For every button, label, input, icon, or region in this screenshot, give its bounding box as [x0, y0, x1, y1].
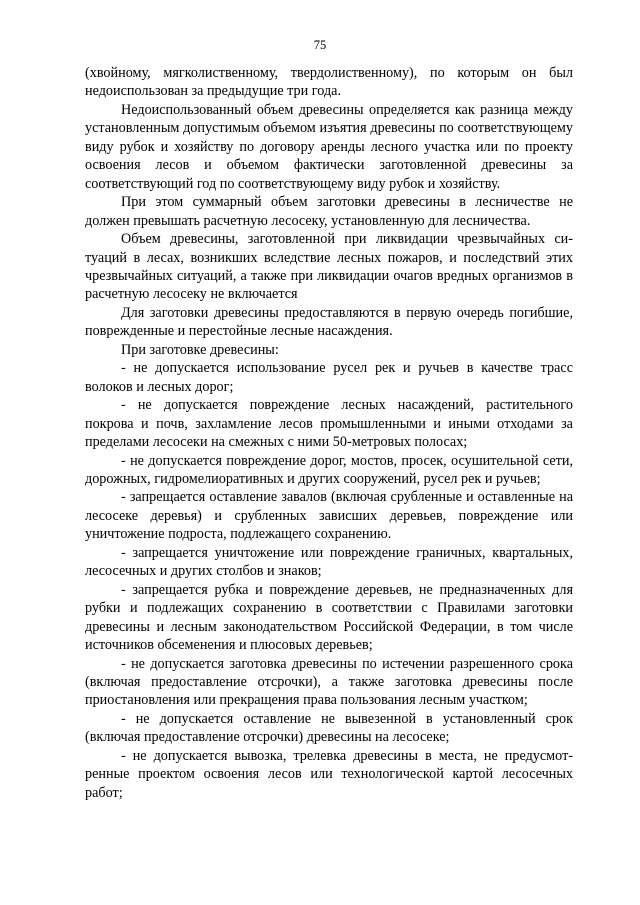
paragraph: Недоиспользованный объем древесины определяется как разница между установленным допустимым объемом изъятия древесины по соответствующему виду рубок и хозяйству по договору аренды лесного участка или по проекту освоения лесов и объемом фактически заготовленной древесины за соответствующий год по соответствующему виду рубок и хозяйству.	[85, 101, 573, 192]
page-number: 75	[313, 38, 327, 52]
list-item: - не допускается вывозка, трелевка древесины в места, не предусмотренные проектом освоения лесов или технологической картой лесосечных работ;	[85, 747, 573, 801]
list-item: - запрещается уничтожение или повреждение граничных, квартальных, лесосечных и других столбов и знаков;	[85, 544, 573, 580]
list-item: - не допускается заготовка древесины по истечении разрешенного срока (включая предоставление отсрочки), а также заготовка древесины после приостановления или прекращения права пользования лесным участком;	[85, 655, 573, 709]
paragraph: Объем древесины, заготовленной при ликвидации чрезвычайных ситуаций в лесах, возникших вследствие лесных пожаров, и последствий этих чрезвычайных ситуаций, а также при ликвидации очагов вредных организмов в расчетную лесосеку не включается	[85, 231, 573, 303]
paragraph: При заготовке древесины:	[121, 341, 279, 358]
paragraph: (хвойному, мягколиственному, твердолиственному), по которым он был недоиспользован за предыдущие три года.	[85, 65, 573, 100]
list-item: - не допускается повреждение лесных насаждений, растительного покрова и почв, захламление лесов промышленными и иными отходами за пределами лесосеки на смежных с ними 50-метровых полосах;	[85, 397, 573, 451]
paragraph: Для заготовки древесины предоставляются в первую очередь погибшие, поврежденные и перестойные лесные насаждения.	[85, 304, 573, 340]
list-item: - запрещается оставление завалов (включая срубленные и оставленные на лесосеке деревья) и срубленных зависших деревьев, повреждение или уничтожение подроста, подлежащего сохранению.	[85, 489, 573, 543]
list-item: - не допускается оставление не вывезенной в установленный срок (включая предоставление отсрочки) древесины на лесосеке;	[85, 710, 573, 746]
document-body	[85, 64, 573, 802]
list-item: - запрещается рубка и повреждение деревьев, не предназначенных для рубки и подлежащих сохранению в соответствии с Правилами заготовки древесины и лесным законодательством Российской Федерации, в том числе источников обсеменения и плюсовых деревьев;	[85, 581, 573, 654]
list-item: - не допускается повреждение дорог, мостов, просек, осушительной сети, дорожных, гидромелиоративных и других сооружений, русел рек и ручьев;	[85, 452, 573, 487]
list-item: - не допускается использование русел рек и ручьев в качестве трасс волоков и лесных дорог;	[85, 360, 573, 395]
paragraph: При этом суммарный объем заготовки древесины в лесничестве не должен превышать расчетную лесосеку, установленную для лесничества.	[85, 194, 573, 229]
